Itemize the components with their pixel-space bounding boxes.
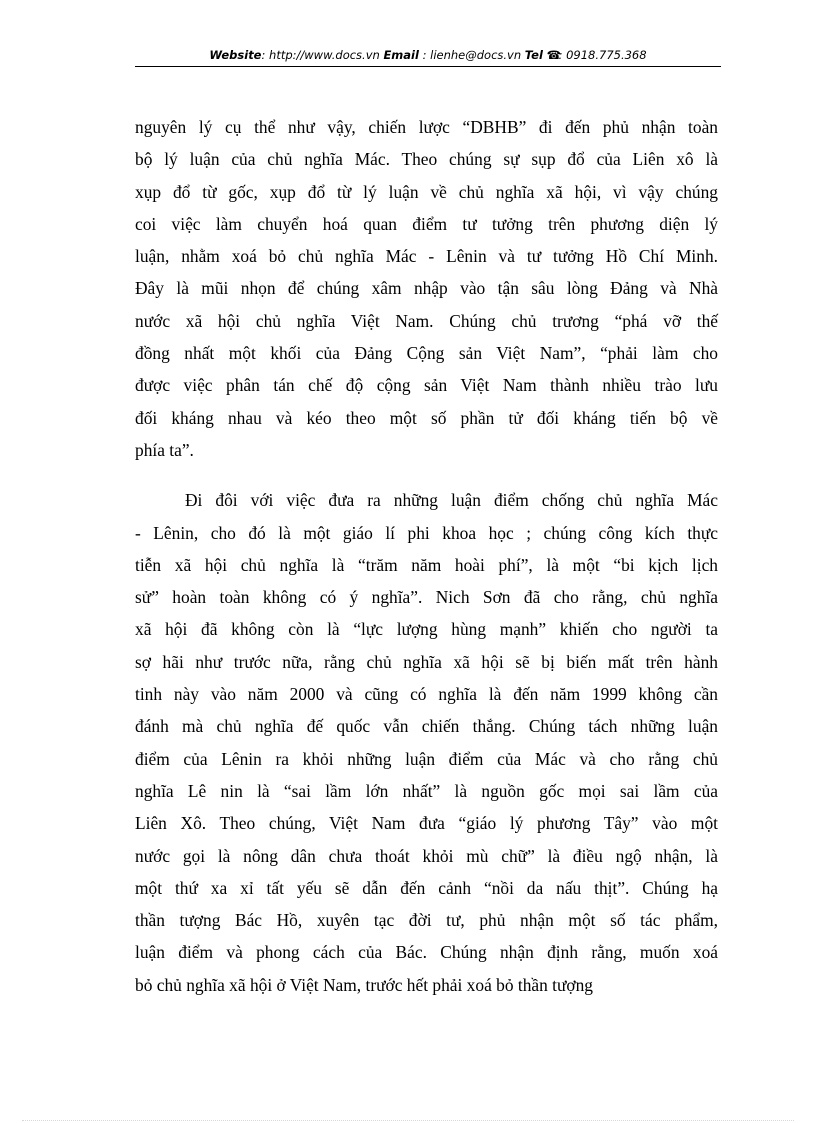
text-line: đồng nhất một khối của Đảng Cộng sản Việt Nam”, “phải làm cho [135,343,718,364]
paragraph-1 [135,111,718,466]
text-line: coi việc làm chuyển hoá quan điểm tư tưởng trên phương diện lý [135,213,718,234]
website-label: Website [209,48,262,62]
text-line: sử” hoàn toàn không có ý nghĩa”. Nich Sơn đã cho rằng, chủ nghĩa [135,587,718,608]
text-line: phía ta”. [135,439,194,460]
tel-label: Tel [524,48,543,62]
phone-icon: ☎ [546,48,561,62]
text-line: được việc phân tán chế độ cộng sản Việt Nam thành nhiều trào lưu [135,375,718,396]
text-line: luận điểm và phong cách của Bác. Chúng nhận định rằng, muốn xoá [135,942,718,963]
text-line: Đi đôi với việc đưa ra những luận điểm chống chủ nghĩa Mác [185,490,718,511]
email-label: Email [383,48,419,62]
text-line: bộ lý luận của chủ nghĩa Mác. Theo chúng sự sụp đổ của Liên xô là [135,149,718,170]
text-line: bỏ chủ nghĩa xã hội ở Việt Nam, trước hết phải xoá bỏ thần tượng [135,974,594,995]
text-line: nước xã hội chủ nghĩa Việt Nam. Chúng chủ trương “phá vỡ thế [135,310,718,331]
text-line: xụp đổ từ gốc, xụp đổ từ lý luận về chủ nghĩa xã hội, vì vậy chúng [135,181,718,202]
page-header [135,46,721,67]
text-line: nghĩa Lê nin là “sai lầm lớn nhất” là nguồn gốc mọi sai lầm của [135,780,718,801]
document-body [135,111,718,1001]
text-line: thần tượng Bác Hồ, xuyên tạc đời tư, phủ nhận một số tác phẩm, [135,910,718,931]
text-line: - Lênin, cho đó là một giáo lí phi khoa học ; chúng công kích thực [135,522,718,543]
text-line: Liên Xô. Theo chúng, Việt Nam đưa “giáo lý phương Tây” vào một [135,813,718,834]
text-line: đánh mà chủ nghĩa đế quốc vẫn chiến thắng. Chúng tách những luận [135,716,718,737]
text-line: luận, nhằm xoá bỏ chủ nghĩa Mác - Lênin và tư tưởng Hồ Chí Minh. [135,246,718,267]
text-line: một thứ xa xỉ tất yếu sẽ dẫn đến cảnh “nồi da nấu thịt”. Chúng hạ [135,877,718,898]
text-line: nguyên lý cụ thể như vậy, chiến lược “DBHB” đi đến phủ nhận toàn [135,117,718,137]
text-line: tiễn xã hội chủ nghĩa là “trăm năm hoài phí”, là một “bi kịch lịch [135,554,718,575]
text-line: sợ hãi như trước nữa, rằng chủ nghĩa xã hội sẽ bị biến mất trên hành [135,651,718,672]
paragraph-gap [135,466,718,484]
text-line: tinh này vào năm 2000 và cũng có nghĩa là đến năm 1999 không cần [135,684,718,705]
text-line: Đây là mũi nhọn để chúng xâm nhập vào tận sâu lòng Đảng và Nhà [135,278,718,299]
email-address[interactable]: : lienhe@docs.vn [418,48,525,62]
text-line: điểm của Lênin ra khỏi những luận điểm của Mác và cho rằng chủ [135,748,718,769]
website-url[interactable]: : http://www.docs.vn [261,48,384,62]
page-bottom-divider [22,1120,794,1121]
text-line: xã hội đã không còn là “lực lượng hùng mạnh” khiến cho người ta [135,619,718,640]
text-line: nước gọi là nông dân chưa thoát khỏi mù chữ” là điều ngộ nhận, là [135,845,718,866]
paragraph-2 [135,484,718,1001]
text-line: đối kháng nhau và kéo theo một số phần tử đối kháng tiến bộ về [135,407,718,428]
tel-number: : 0918.775.368 [558,48,647,62]
